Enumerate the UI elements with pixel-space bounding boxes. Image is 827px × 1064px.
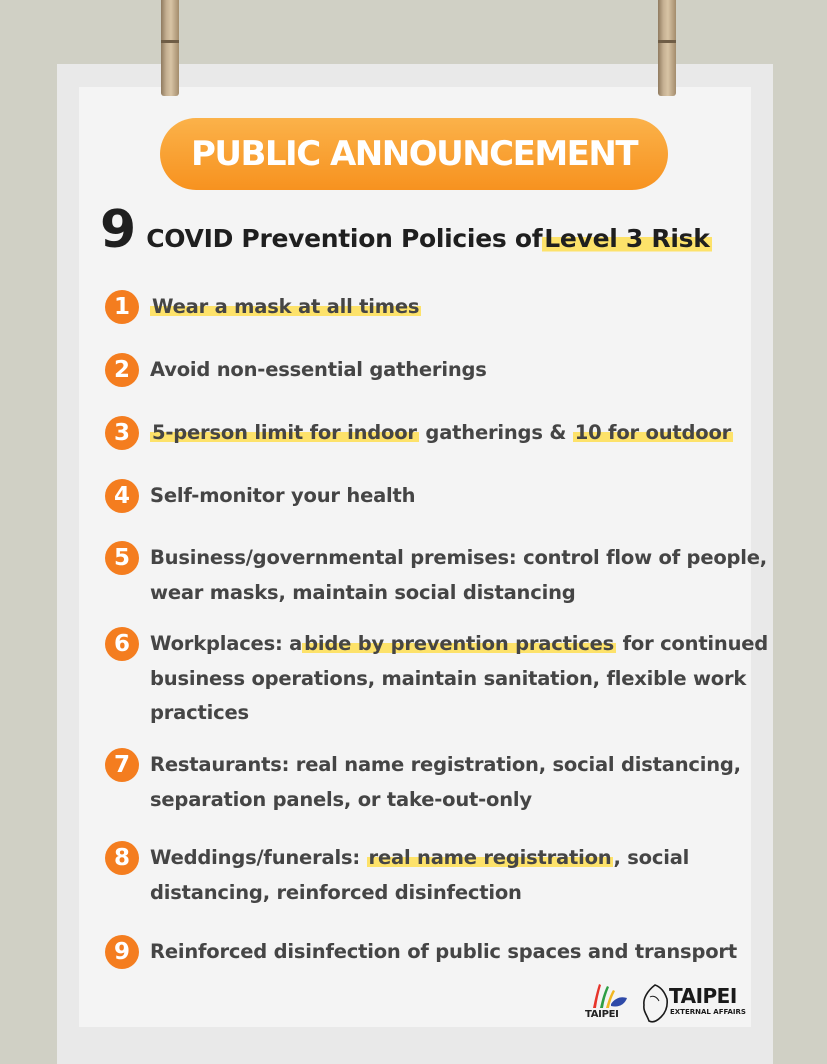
number-badge-8: 8 — [105, 841, 139, 875]
number-badge-1: 1 — [105, 290, 139, 324]
taipei-city-logo-text: TAIPEI — [585, 1009, 619, 1020]
policy-text-segment: separation panels, or take-out-only — [150, 787, 532, 811]
headline-text: COVID Prevention Policies of — [146, 224, 543, 253]
policy-text-6 — [150, 627, 769, 731]
policy-text-3 — [150, 416, 760, 451]
policy-text-segment: business operations, maintain sanitation, flexible work — [150, 666, 747, 690]
policy-text-segment: for continued — [616, 632, 769, 655]
policy-text-2 — [150, 353, 760, 388]
policy-text-1 — [150, 290, 760, 325]
number-badge-3: 3 — [105, 416, 139, 450]
policy-text-segment: gatherings & — [418, 421, 573, 444]
headline-number: 9 — [100, 200, 137, 260]
policy-text-8 — [150, 841, 760, 910]
policy-text-9 — [150, 935, 760, 970]
policy-text-segment: Workplaces: a — [150, 632, 303, 655]
number-badge-6: 6 — [105, 627, 139, 661]
announcement-banner — [160, 118, 668, 190]
policy-text-segment: Weddings/funerals: — [150, 846, 367, 869]
logos — [585, 982, 750, 1026]
policy-text-7 — [150, 748, 760, 817]
highlighted-text: 10 for outdoor — [574, 421, 732, 444]
clothespin-right — [658, 0, 676, 96]
taipei-city-emblem-icon — [585, 982, 633, 1012]
external-affairs-text: EXTERNAL AFFAIRS — [670, 1008, 746, 1016]
policy-text-segment: Restaurants: real name registration, social distancing, — [150, 753, 741, 776]
policy-text-segment: wear masks, maintain social distancing — [150, 580, 576, 604]
taipei-wordmark: TAIPEI — [669, 984, 737, 1008]
number-badge-9: 9 — [105, 935, 139, 969]
policy-text-5 — [150, 541, 768, 610]
number-badge-4: 4 — [105, 479, 139, 513]
number-badge-7: 7 — [105, 748, 139, 782]
headline-highlight: Level 3 Risk — [544, 224, 710, 253]
highlighted-text: 5-person limit for indoor — [152, 421, 417, 444]
highlighted-text: Wear a mask at all times — [152, 295, 420, 318]
policy-text-segment: , social — [613, 846, 690, 869]
highlighted-text: bide by prevention practices — [304, 632, 614, 655]
policy-text-segment: Business/governmental premises: control flow of people, — [150, 546, 768, 569]
taipei-external-affairs-logo — [641, 982, 751, 1026]
policy-text-segment: Avoid non-essential gatherings — [150, 358, 487, 381]
taipei-city-logo — [585, 982, 633, 1026]
number-badge-5: 5 — [105, 541, 139, 575]
policy-text-segment: Self-monitor your health — [150, 484, 416, 507]
policy-text-segment: distancing, reinforced disinfection — [150, 880, 522, 904]
banner-title: PUBLIC ANNOUNCEMENT — [190, 134, 638, 174]
policy-text-4 — [150, 479, 760, 514]
highlighted-text: real name registration — [368, 846, 612, 869]
taipei-map-outline-icon — [641, 983, 669, 1025]
clothespin-left — [161, 0, 179, 96]
headline — [100, 200, 712, 260]
policy-text-segment: practices — [150, 701, 249, 724]
number-badge-2: 2 — [105, 353, 139, 387]
policy-text-segment: Reinforced disinfection of public spaces and transport — [150, 940, 737, 963]
